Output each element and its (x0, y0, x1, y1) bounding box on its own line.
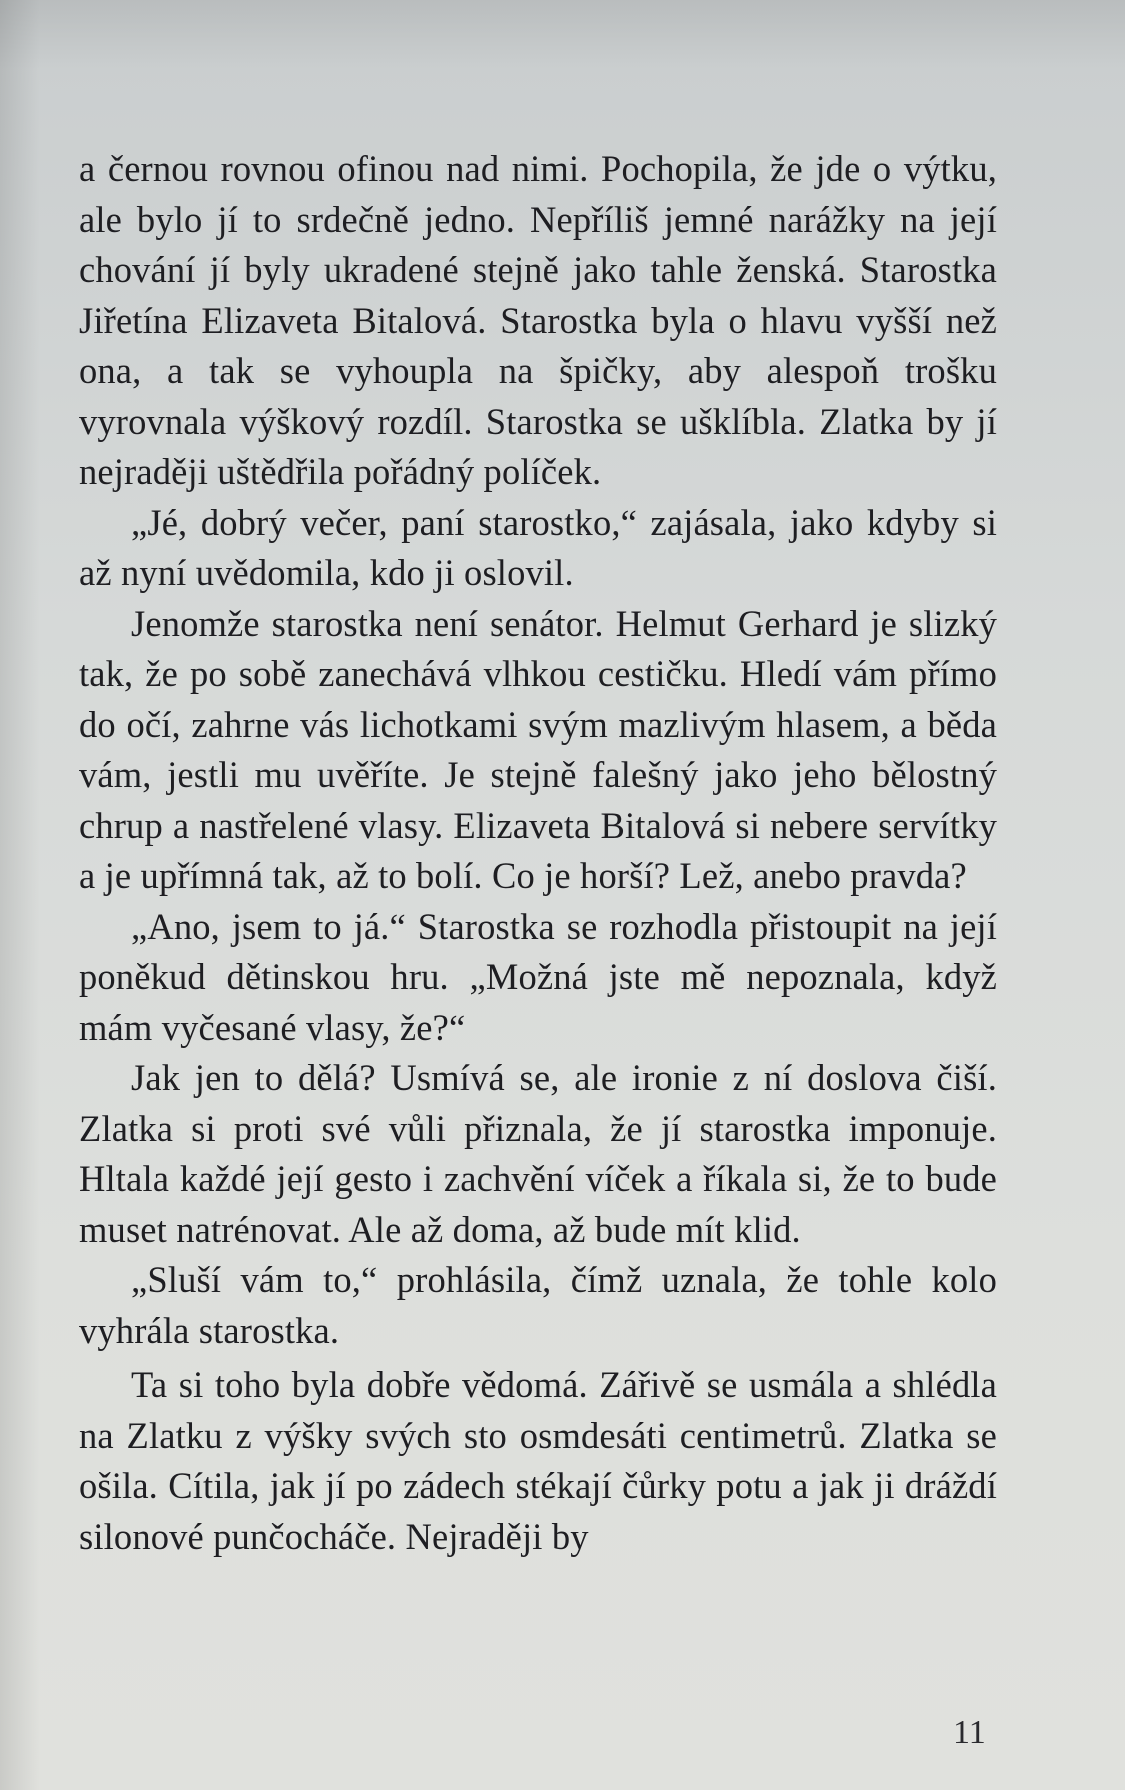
book-page-text (79, 144, 997, 1562)
page-number: 11 (953, 1714, 986, 1751)
paragraph: Jenomže starostka není senátor. Helmut Gerhard je slizký tak, že po sobě zanechává vlhkou cestičku. Hledí vám přímo do očí, zahrne vás lichotkami svým mazlivým hlasem, a běda vám, jestli mu uvěříte. Je stejně falešný jako jeho bělostný chrup a nastřelené vlasy. Elizaveta Bitalová si nebere servítky a je upřímná tak, až to bolí. Co je horší? Lež, anebo pravda? (79, 602, 997, 896)
paragraph: Jak jen to dělá? Usmívá se, ale ironie z ní doslova čiší. Zlatka si proti své vůli přiznala, že jí starostka imponuje. Hltala každé její gesto i zachvění víček a říkala si, že to bude muset natrénovat. Ale až doma, až bude mít klid. (79, 1057, 997, 1250)
paragraph: Ta si toho byla dobře vědomá. Zářivě se usmála a shlédla na Zlatku z výšky svých sto osmdesáti centimetrů. Zlatka se ošila. Cítila, jak jí po zádech stékají čůrky potu a jak ji dráždí silonové punčocháče. Nejraději by (79, 1364, 997, 1557)
paragraph: „Jé, dobrý večer, paní starostko,“ zajásala, jako kdyby si až nyní uvědomila, kdo ji oslovil. (79, 501, 997, 593)
paragraph: a černou rovnou ofinou nad nimi. Pochopila, že jde o výtku, ale bylo jí to srdečně jedno. Nepříliš jemné narážky na její chování jí byly ukradené stejně jako tahle ženská. Starostka Jiřetína Elizaveta Bitalová. Starostka byla o hlavu vyšší než ona, a tak se vyhoupla na špičky, aby alespoň trošku vyrovnala výškový rozdíl. Starostka se ušklíbla. Zlatka by jí nejraději uštědřila pořádný políček. (79, 148, 997, 492)
page-gutter-shadow (0, 0, 40, 1790)
paragraph: „Sluší vám to,“ prohlásila, čímž uznala, že tohle kolo vyhrála starostka. (79, 1259, 997, 1351)
page-top-shadow (0, 0, 1125, 70)
paragraph: „Ano, jsem to já.“ Starostka se rozhodla přistoupit na její poněkud dětinskou hru. „Možná jste mě nepoznala, když mám vyčesané vlasy, že?“ (79, 905, 997, 1048)
